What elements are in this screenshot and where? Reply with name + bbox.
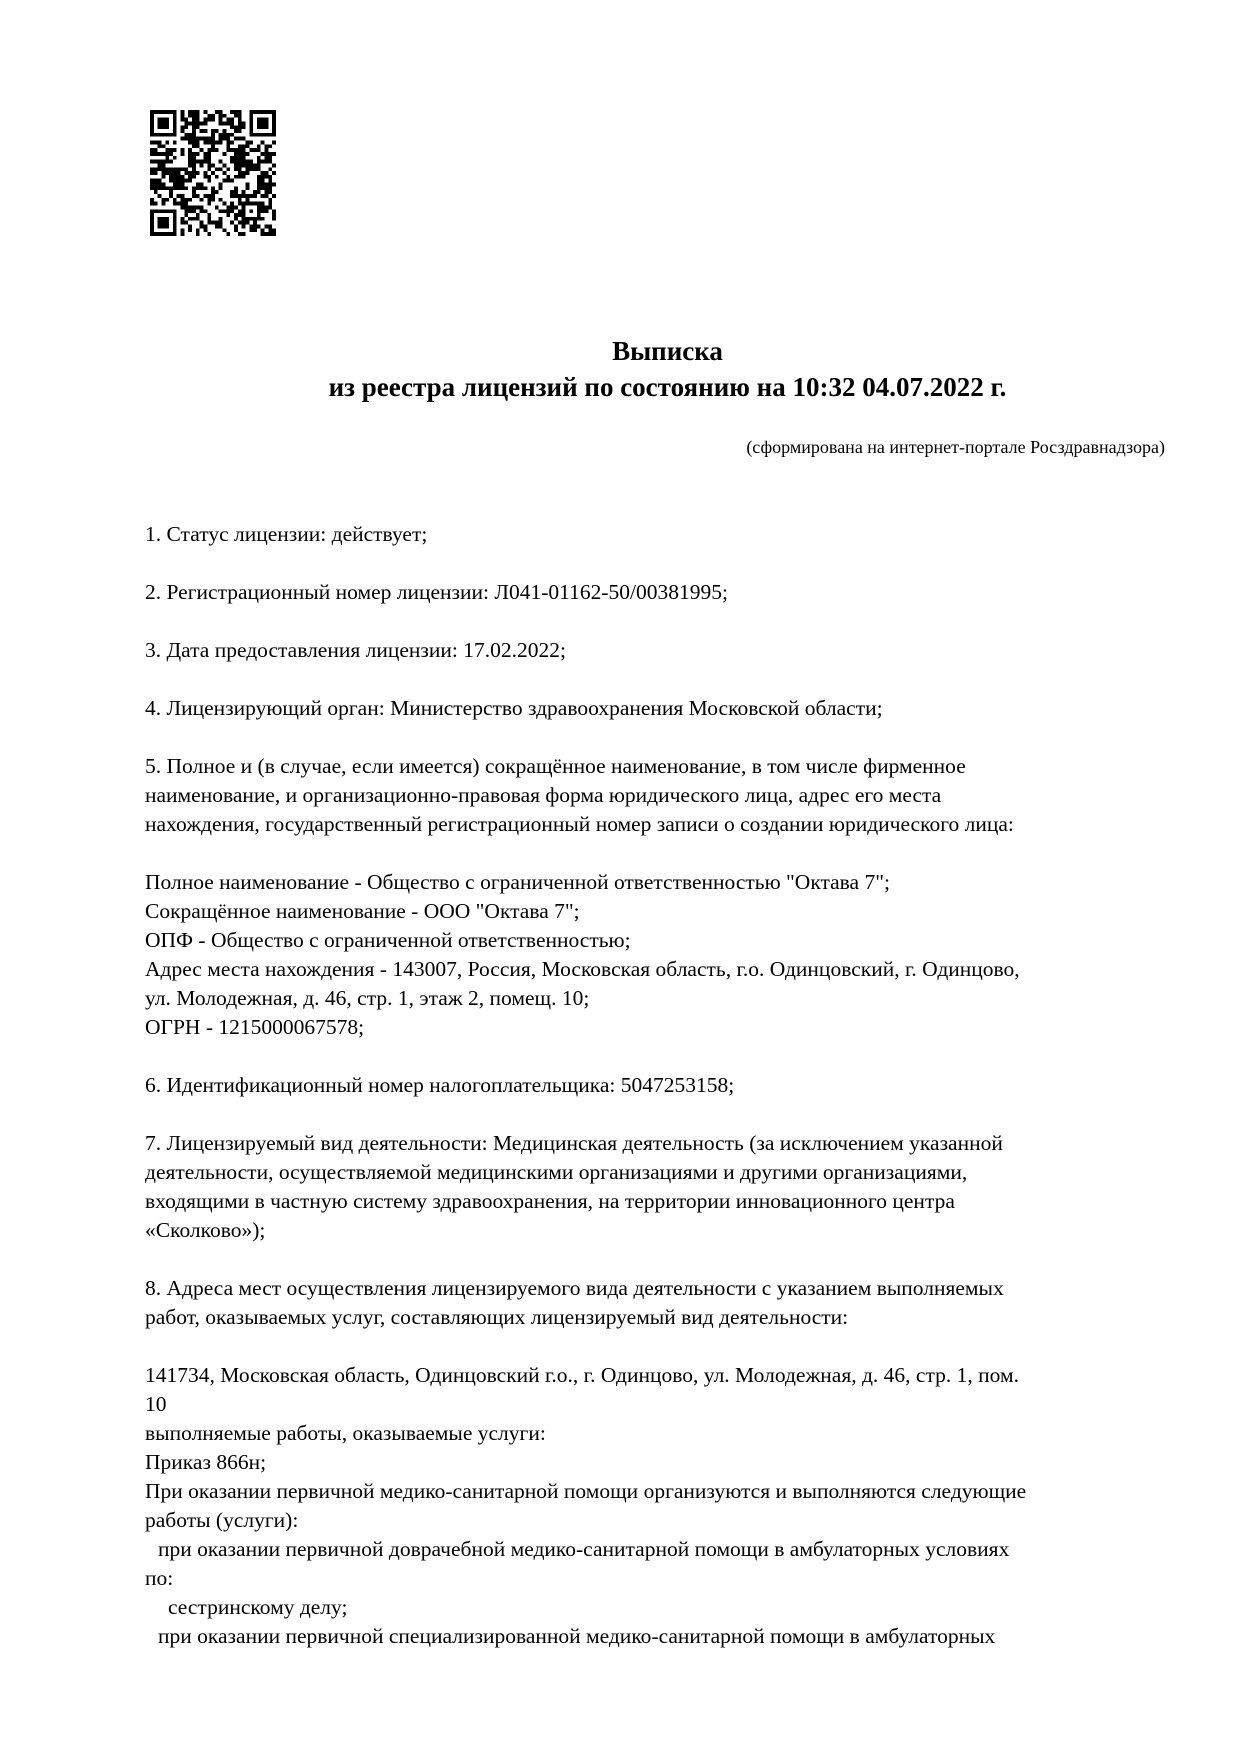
activity-address: 10 [145, 1392, 167, 1416]
item5-line: наименование, и организационно-правовая форма юридического лица, адрес его места [145, 783, 942, 807]
activity-address: 141734, Московская область, Одинцовский г.о., г. Одинцово, ул. Молодежная, д. 46, стр. 1, пом. [145, 1363, 1019, 1387]
item-license-date: 3. Дата предоставления лицензии: 17.02.2022; [145, 638, 566, 662]
item-inn: 6. Идентификационный номер налогоплательщика: 5047253158; [145, 1073, 735, 1097]
item5-line: 5. Полное и (в случае, если имеется) сокращённое наименование, в том числе фирменное [145, 754, 966, 778]
qr-code-icon [150, 110, 276, 236]
item7-line: 7. Лицензируемый вид деятельности: Медицинская деятельность (за исключением указанной [145, 1131, 1003, 1155]
item7-line: деятельности, осуществляемой медицинскими организациями и другими организациями, [145, 1160, 968, 1184]
address-line: ул. Молодежная, д. 46, стр. 1, этаж 2, помещ. 10; [145, 986, 590, 1010]
services-label: выполняемые работы, оказываемые услуги: [145, 1421, 546, 1445]
qr-code [150, 110, 276, 236]
item8-line: 8. Адреса мест осуществления лицензируемого вида деятельности с указанием выполняемых [145, 1276, 1004, 1300]
item-registration-number: 2. Регистрационный номер лицензии: Л041-01162-50/00381995; [145, 580, 728, 604]
services-text: при оказании первичной доврачебной медико-санитарной помощи в амбулаторных условиях [158, 1537, 1010, 1561]
item-licensing-authority: 4. Лицензирующий орган: Министерство здравоохранения Московской области; [145, 696, 883, 720]
item7-line: входящими в частную систему здравоохранения, на территории инновационного центра [145, 1189, 955, 1213]
item5-line: нахождения, государственный регистрационный номер записи о создании юридического лица: [145, 812, 1014, 836]
services-text: работы (услуги): [145, 1508, 299, 1532]
services-text: при оказании первичной специализированной медико-санитарной помощи в амбулаторных [158, 1624, 996, 1648]
ogrn: ОГРН - 1215000067578; [145, 1015, 365, 1039]
service-item: сестринскому делу; [168, 1595, 348, 1619]
services-text: по: [145, 1566, 174, 1590]
document-title [0, 333, 1240, 405]
item-license-status: 1. Статус лицензии: действует; [145, 522, 428, 546]
item7-line: «Сколково»); [145, 1218, 266, 1242]
document-body [145, 520, 1175, 1651]
title-line-1: Выписка [612, 336, 723, 366]
full-name: Полное наименование - Общество с ограниченной ответственностью "Октава 7"; [145, 870, 890, 894]
title-line-2: из реестра лицензий по состоянию на 10:32 04.07.2022 г. [328, 372, 1007, 402]
order-reference: Приказ 866н; [145, 1450, 267, 1474]
document-subtitle: (сформирована на интернет-портале Росздравнадзора) [746, 437, 1165, 457]
services-text: При оказании первичной медико-санитарной помощи организуются и выполняются следующие [145, 1479, 1027, 1503]
item8-line: работ, оказываемых услуг, составляющих лицензируемый вид деятельности: [145, 1305, 849, 1329]
address-line: Адрес места нахождения - 143007, Россия, Московская область, г.о. Одинцовский, г. Одинцово, [145, 957, 1020, 981]
legal-form: ОПФ - Общество с ограниченной ответственностью; [145, 928, 631, 952]
short-name: Сокращённое наименование - ООО "Октава 7"; [145, 899, 580, 923]
